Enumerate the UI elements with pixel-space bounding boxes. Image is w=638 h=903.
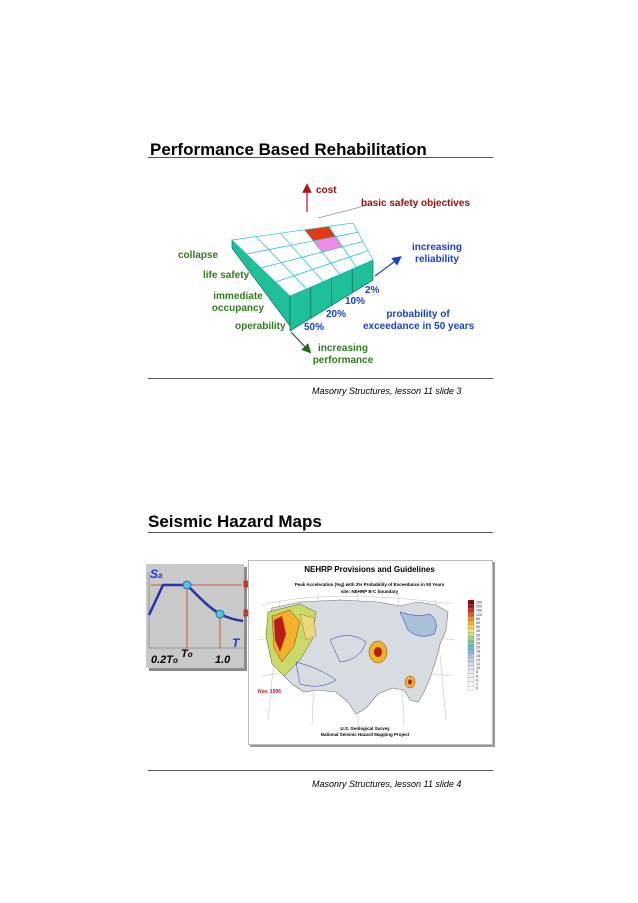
reliability-line-1: increasing [411,242,463,253]
legend-swatch [468,670,474,674]
cost-label: cost [316,185,337,196]
legend-value: 50 [476,625,480,630]
legend-swatch [468,666,474,670]
immediate-line-2: occupancy [211,303,265,314]
legend-swatch [468,653,474,657]
life-safety-label: life safety [203,270,250,281]
operability-label: operability [235,321,286,332]
slide-title: Seismic Hazard Maps [148,512,322,531]
legend-value: 8 [476,670,478,675]
reliability-line-2: reliability [415,254,459,265]
legend-value: 60 [476,621,480,625]
legend-swatch [468,625,474,629]
performance-line-1: increasing [317,343,369,354]
t-axis-label: T [232,636,240,650]
legend-swatch [468,645,474,649]
legend-value: 80 [476,616,480,621]
legend-swatch [468,686,474,690]
legend-value: 16 [476,653,480,658]
legend-swatch [468,608,474,612]
sa-axis-label: Sa [150,567,163,581]
map-heading: NEHRP Provisions and Guidelines [304,565,435,574]
legend-value: 0 [476,686,478,691]
legend-swatch [468,633,474,637]
legend-value: 40 [476,629,480,634]
prob-line-2: exceedance in 50 years [363,321,475,332]
immediate-line-1: immediate [213,291,263,302]
legend-value: 18 [476,649,480,654]
footer-rule [148,770,493,771]
prob-line-1: probability of [386,309,450,320]
legend-swatch [468,674,474,678]
legend-value: 35 [476,633,480,638]
legend-value: 2 [476,682,478,687]
legend-swatch [468,612,474,616]
legend-value: 20 [476,645,480,650]
legend-swatch [468,657,474,661]
legend-swatch [468,682,474,686]
legend-swatch [468,604,474,608]
legend-value: 12 [476,662,480,666]
legend-value: 150 [476,608,482,613]
basic-safety-label: basic safety objectives [361,198,470,209]
legend-swatch [468,637,474,641]
tick-0-2t0: 0.2To [151,654,178,666]
map-subtitle-1: Peak Acceleration (%g) with 2% Probability of Exceedance in 50 Years [294,582,445,587]
prob-2-label: 2% [365,285,380,296]
map-credit-2: National Seismic Hazard Mapping Project [320,732,410,737]
legend-value: 10 [476,666,480,671]
legend-swatch [468,600,474,604]
slide-footer: Masonry Structures, lesson 11 slide 4 [312,779,462,789]
legend-value: 4 [476,678,478,683]
slide-footer: Masonry Structures, lesson 11 slide 3 [312,386,462,396]
legend-swatch [468,641,474,645]
legend-swatch [468,616,474,620]
legend-swatch [468,678,474,682]
slide-title: Performance Based Rehabilitation [150,140,427,159]
legend-value: 120 [476,612,482,617]
map-credit-1: U.S. Geological Survey [340,726,390,731]
legend-value: 200 [476,604,482,609]
legend-swatch [468,662,474,666]
collapse-label: collapse [178,250,219,261]
legend-swatch [468,629,474,633]
legend-value: 30 [476,637,480,642]
legend-value: 6 [476,674,478,679]
map-date: Nov. 1996 [258,689,281,695]
legend-value: 250 [476,600,482,605]
prob-50-label: 50% [304,322,325,333]
prob-20-label: 20% [326,309,347,320]
tick-t0: To [181,648,193,660]
performance-line-2: performance [312,355,374,366]
map-credit [300,726,430,738]
prob-10-label: 10% [345,296,366,307]
legend-swatch [468,621,474,625]
map-subtitle-2: site: NEHRP B-C boundary [340,589,399,594]
legend-value: 25 [476,641,480,646]
legend-swatch [468,649,474,653]
tick-1-0: 1.0 [215,654,231,666]
legend-value: 14 [476,657,480,662]
